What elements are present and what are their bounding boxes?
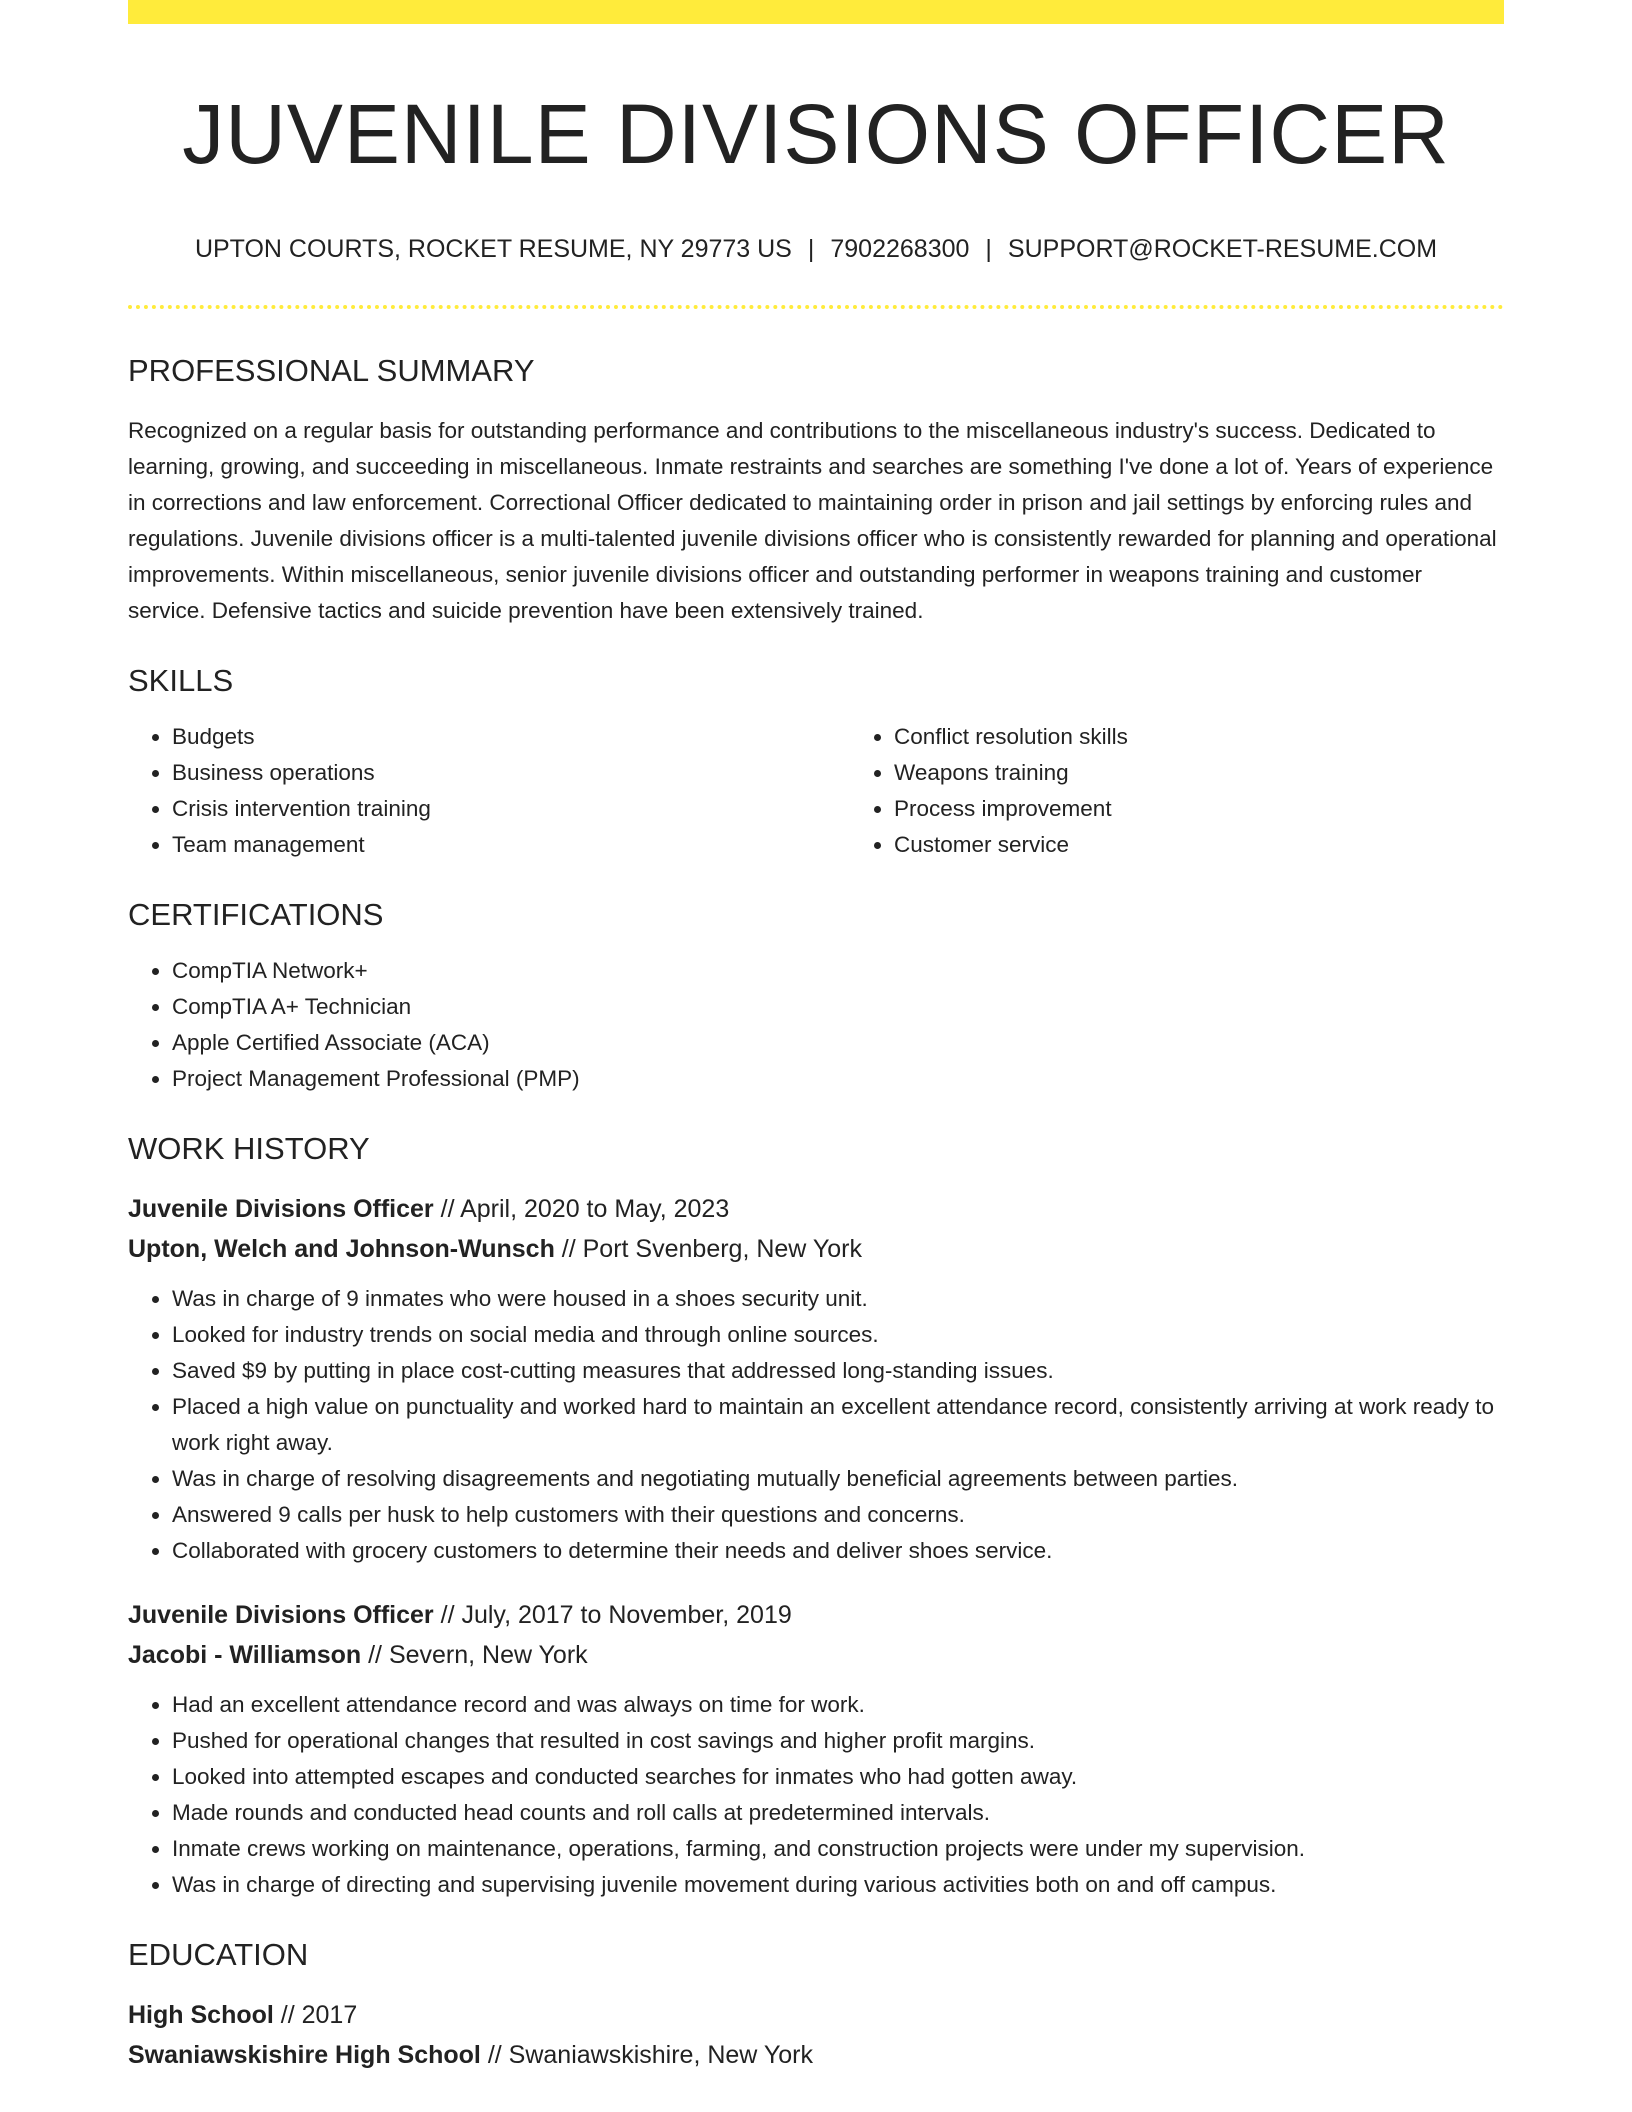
job-bullet: • Answered 9 calls per husk to help customers with their questions and concerns.: [172, 1497, 1504, 1533]
education-degree-line: [128, 1995, 1504, 2035]
section-heading-skills: SKILLS: [128, 662, 234, 698]
email: SUPPORT@ROCKET-RESUME.COM: [1007, 234, 1438, 263]
skills-list: [128, 719, 1504, 863]
job-title-line: [128, 1595, 1504, 1635]
job-entry: [128, 1595, 1504, 1903]
education-degree: High School: [128, 2000, 274, 2029]
job-bullet: • Collaborated with grocery customers to determine their needs and deliver shoes service.: [172, 1533, 1504, 1569]
job-dates: // April, 2020 to May, 2023: [440, 1194, 730, 1223]
skill-item: • Crisis intervention training: [172, 791, 850, 827]
skills-column-right: [850, 719, 1504, 863]
address: UPTON COURTS, ROCKET RESUME, NY 29773 US: [194, 234, 792, 263]
certification-item: • Project Management Professional (PMP): [172, 1061, 1504, 1097]
job-bullets: [128, 1281, 1504, 1569]
skill-item: • Business operations: [172, 755, 850, 791]
education-school: Swaniawskishire High School: [128, 2040, 481, 2069]
job-bullet: • Was in charge of directing and supervising juvenile movement during various activities both on and off campus.: [172, 1867, 1504, 1903]
skill-item: • Budgets: [172, 719, 850, 755]
job-entry: [128, 1189, 1504, 1569]
education-year: // 2017: [280, 2000, 358, 2029]
job-dates: // July, 2017 to November, 2019: [440, 1600, 792, 1629]
skills-column-left: [128, 719, 850, 863]
job-bullet: • Inmate crews working on maintenance, operations, farming, and construction projects were under my supervision.: [172, 1831, 1504, 1867]
section-heading-certifications: CERTIFICATIONS: [128, 896, 384, 932]
skill-item: • Conflict resolution skills: [894, 719, 1504, 755]
education-location: // Swaniawskishire, New York: [487, 2040, 813, 2069]
certifications-list: [128, 953, 1504, 1097]
skill-item: • Team management: [172, 827, 850, 863]
job-bullet: • Was in charge of resolving disagreements and negotiating mutually beneficial agreements between parties.: [172, 1461, 1504, 1497]
job-bullet: • Looked into attempted escapes and conducted searches for inmates who had gotten away.: [172, 1759, 1504, 1795]
skill-item: • Weapons training: [894, 755, 1504, 791]
job-company: Jacobi - Williamson: [128, 1640, 362, 1669]
job-title-line: [128, 1189, 1504, 1229]
summary-text: Recognized on a regular basis for outstanding performance and contributions to the miscellaneous industry's success. Dedicated to learning, growing, and succeeding in miscellaneous. Inmate restraints and searches are something I've done a lot of. Years of experience in corrections and law enforcement. Correctional Officer dedicated to maintaining order in prison and jail settings by enforcing rules and regulations. Juvenile divisions officer is a multi-talented juvenile divisions officer who is consistently rewarded for planning and operational improvements. Within miscellaneous, senior juvenile divisions officer and outstanding performer in weapons training and customer service. Defensive tactics and suicide prevention have been extensively trained.: [128, 417, 1497, 623]
certification-item: • Apple Certified Associate (ACA): [172, 1025, 1504, 1061]
job-bullet: • Was in charge of 9 inmates who were housed in a shoes security unit.: [172, 1281, 1504, 1317]
job-company-line: [128, 1635, 1504, 1675]
section-heading-education: EDUCATION: [128, 1936, 309, 1972]
section-heading-work-history: WORK HISTORY: [128, 1130, 370, 1166]
job-company-line: [128, 1229, 1504, 1269]
certification-item: • CompTIA Network+: [172, 953, 1504, 989]
job-location: // Port Svenberg, New York: [561, 1234, 862, 1263]
section-heading-summary: PROFESSIONAL SUMMARY: [128, 352, 535, 388]
education-school-line: [128, 2035, 1504, 2075]
job-bullet: • Had an excellent attendance record and was always on time for work.: [172, 1687, 1504, 1723]
accent-top-bar: [128, 0, 1504, 24]
contact-line: [128, 231, 1504, 267]
certification-item: • CompTIA A+ Technician: [172, 989, 1504, 1025]
skill-item: • Customer service: [894, 827, 1504, 863]
skill-item: • Process improvement: [894, 791, 1504, 827]
dotted-divider: [128, 305, 1504, 309]
phone: 7902268300: [830, 234, 970, 263]
job-bullet: • Saved $9 by putting in place cost-cutting measures that addressed long-standing issues.: [172, 1353, 1504, 1389]
job-bullets: [128, 1687, 1504, 1903]
separator: |: [985, 234, 992, 263]
job-bullet: • Placed a high value on punctuality and worked hard to maintain an excellent attendance record, consistently arriving at work ready to work right away.: [172, 1389, 1504, 1461]
job-location: // Severn, New York: [368, 1640, 588, 1669]
separator: |: [807, 234, 815, 263]
job-company: Upton, Welch and Johnson-Wunsch: [128, 1234, 555, 1263]
job-title: Juvenile Divisions Officer: [128, 1194, 434, 1223]
resume-page: [128, 0, 1504, 2075]
job-title: Juvenile Divisions Officer: [128, 1600, 434, 1629]
candidate-name: JUVENILE DIVISIONS OFFICER: [182, 87, 1450, 181]
job-bullet: • Made rounds and conducted head counts and roll calls at predetermined intervals.: [172, 1795, 1504, 1831]
job-bullet: • Pushed for operational changes that resulted in cost savings and higher profit margins.: [172, 1723, 1504, 1759]
job-bullet: • Looked for industry trends on social media and through online sources.: [172, 1317, 1504, 1353]
